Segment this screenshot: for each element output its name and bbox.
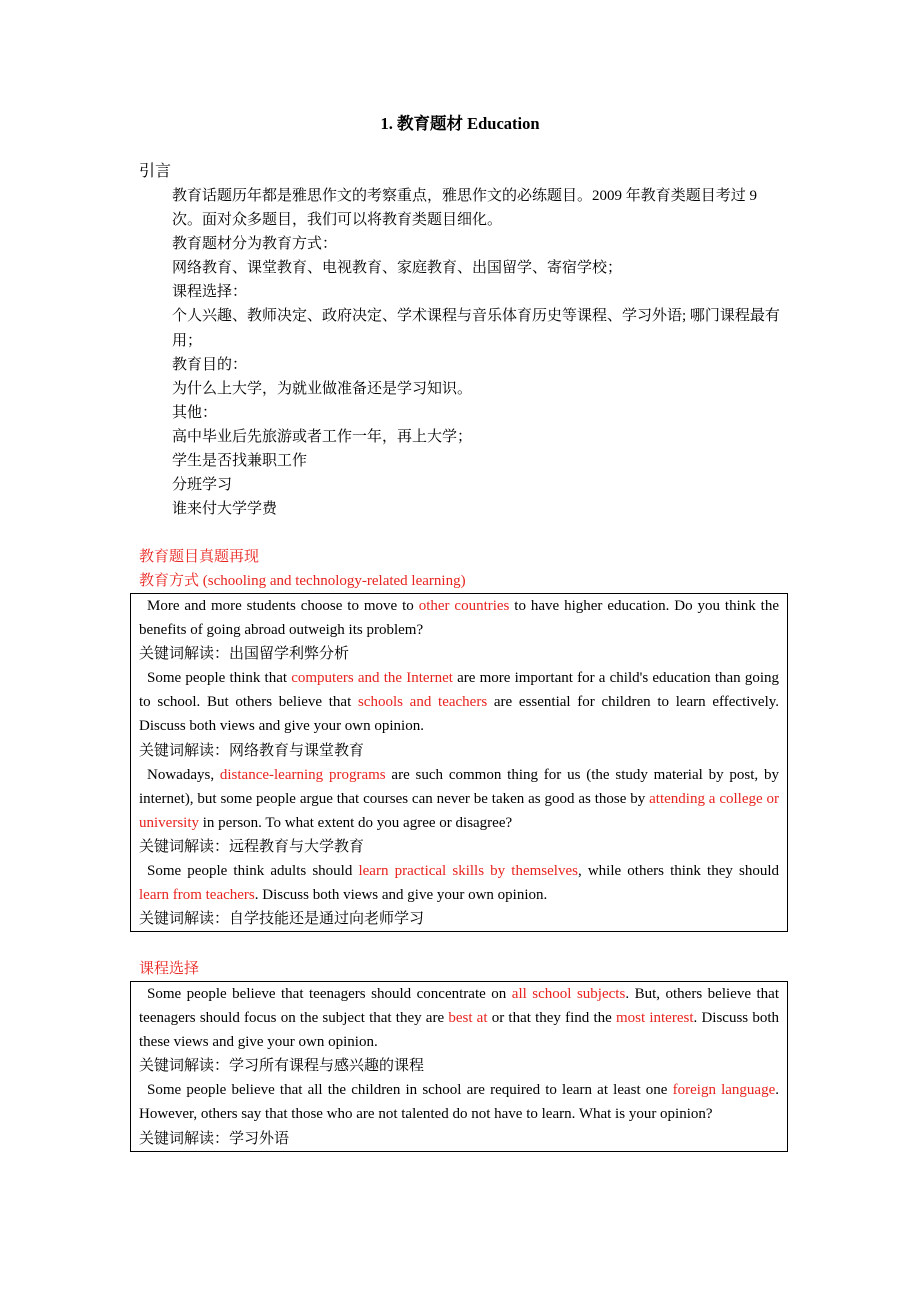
question-box-courses [130,981,788,1152]
page-title: 1. 教育题材 Education [380,114,540,133]
intro-line: 网络教育、课堂教育、电视教育、家庭教育、出国留学、寄宿学校； [172,260,623,277]
intro-line: 谁来付大学学费 [172,501,278,518]
question-box-schooling [130,593,788,932]
intro-line: 课程选择： [172,284,248,301]
keyword-note: 关键词解读：远程教育与大学教育 [139,838,365,855]
intro-heading: 引言 [139,163,172,180]
intro-line: 教育题材分为教育方式： [172,236,338,253]
intro-body [172,184,784,521]
intro-paragraph: 教育话题历年都是雅思作文的考察重点，雅思作文的必练题目。2009 年教育类题目考过 9 次。面对众多题目，我们可以将教育类题目细化。 [172,188,758,229]
intro-line: 高中毕业后先旅游或者工作一年，再上大学； [172,428,473,445]
question-foreign-language: Some people believe that all the children in school are required to learn at least one foreign language. However, others say that those who are not talented do not have to learn. What is your opinion? [139,1082,779,1123]
keyword-note: 关键词解读：网络教育与课堂教育 [139,742,365,759]
section-heading-schooling: 教育方式 (schooling and technology-related learning) [139,573,466,589]
question-internet-vs-school: Some people think that computers and the Internet are more important for a child's education than going to school. But others believe that schools and teachers are essential for children to learn effectively. Discuss both views and give your own opinion. [139,670,780,735]
section-heading-courses: 课程选择 [139,961,200,977]
intro-line: 其他： [172,404,218,421]
intro-line: 个人兴趣、教师决定、政府决定、学术课程与音乐体育历史等课程、学习外语; 哪门课程最有用； [172,308,780,349]
keyword-note: 关键词解读：出国留学利弊分析 [139,646,350,663]
intro-line: 分班学习 [172,477,233,494]
real-questions-heading: 教育题目真题再现 [139,549,260,565]
intro-line: 学生是否找兼职工作 [172,453,308,470]
question-distance-learning: Nowadays, distance-learning programs are such common thing for us (the study material by post, by internet), but some people argue that courses can never be taken as good as those by attending a college or university in person. To what extent do you agree or disagree? [139,766,779,831]
question-going-abroad: More and more students choose to move to other countries to have higher education. Do you think the benefits of going abroad outweigh its problem? [139,598,779,639]
keyword-note: 关键词解读：学习外语 [139,1130,290,1147]
question-school-subjects: Some people believe that teenagers should concentrate on all school subjects. But, others believe that teenagers should focus on the subject that they are best at or that they find the most interest. Discuss both these views and give your own opinion. [139,986,779,1051]
keyword-note: 关键词解读：自学技能还是通过向老师学习 [139,911,425,928]
question-self-learning: Some people think adults should learn practical skills by themselves, while others think they should learn from teachers. Discuss both views and give your own opinion. [139,863,780,904]
intro-line: 为什么上大学，为就业做准备还是学习知识。 [172,380,473,397]
intro-line: 教育目的： [172,356,248,373]
keyword-note: 关键词解读：学习所有课程与感兴趣的课程 [139,1058,425,1075]
